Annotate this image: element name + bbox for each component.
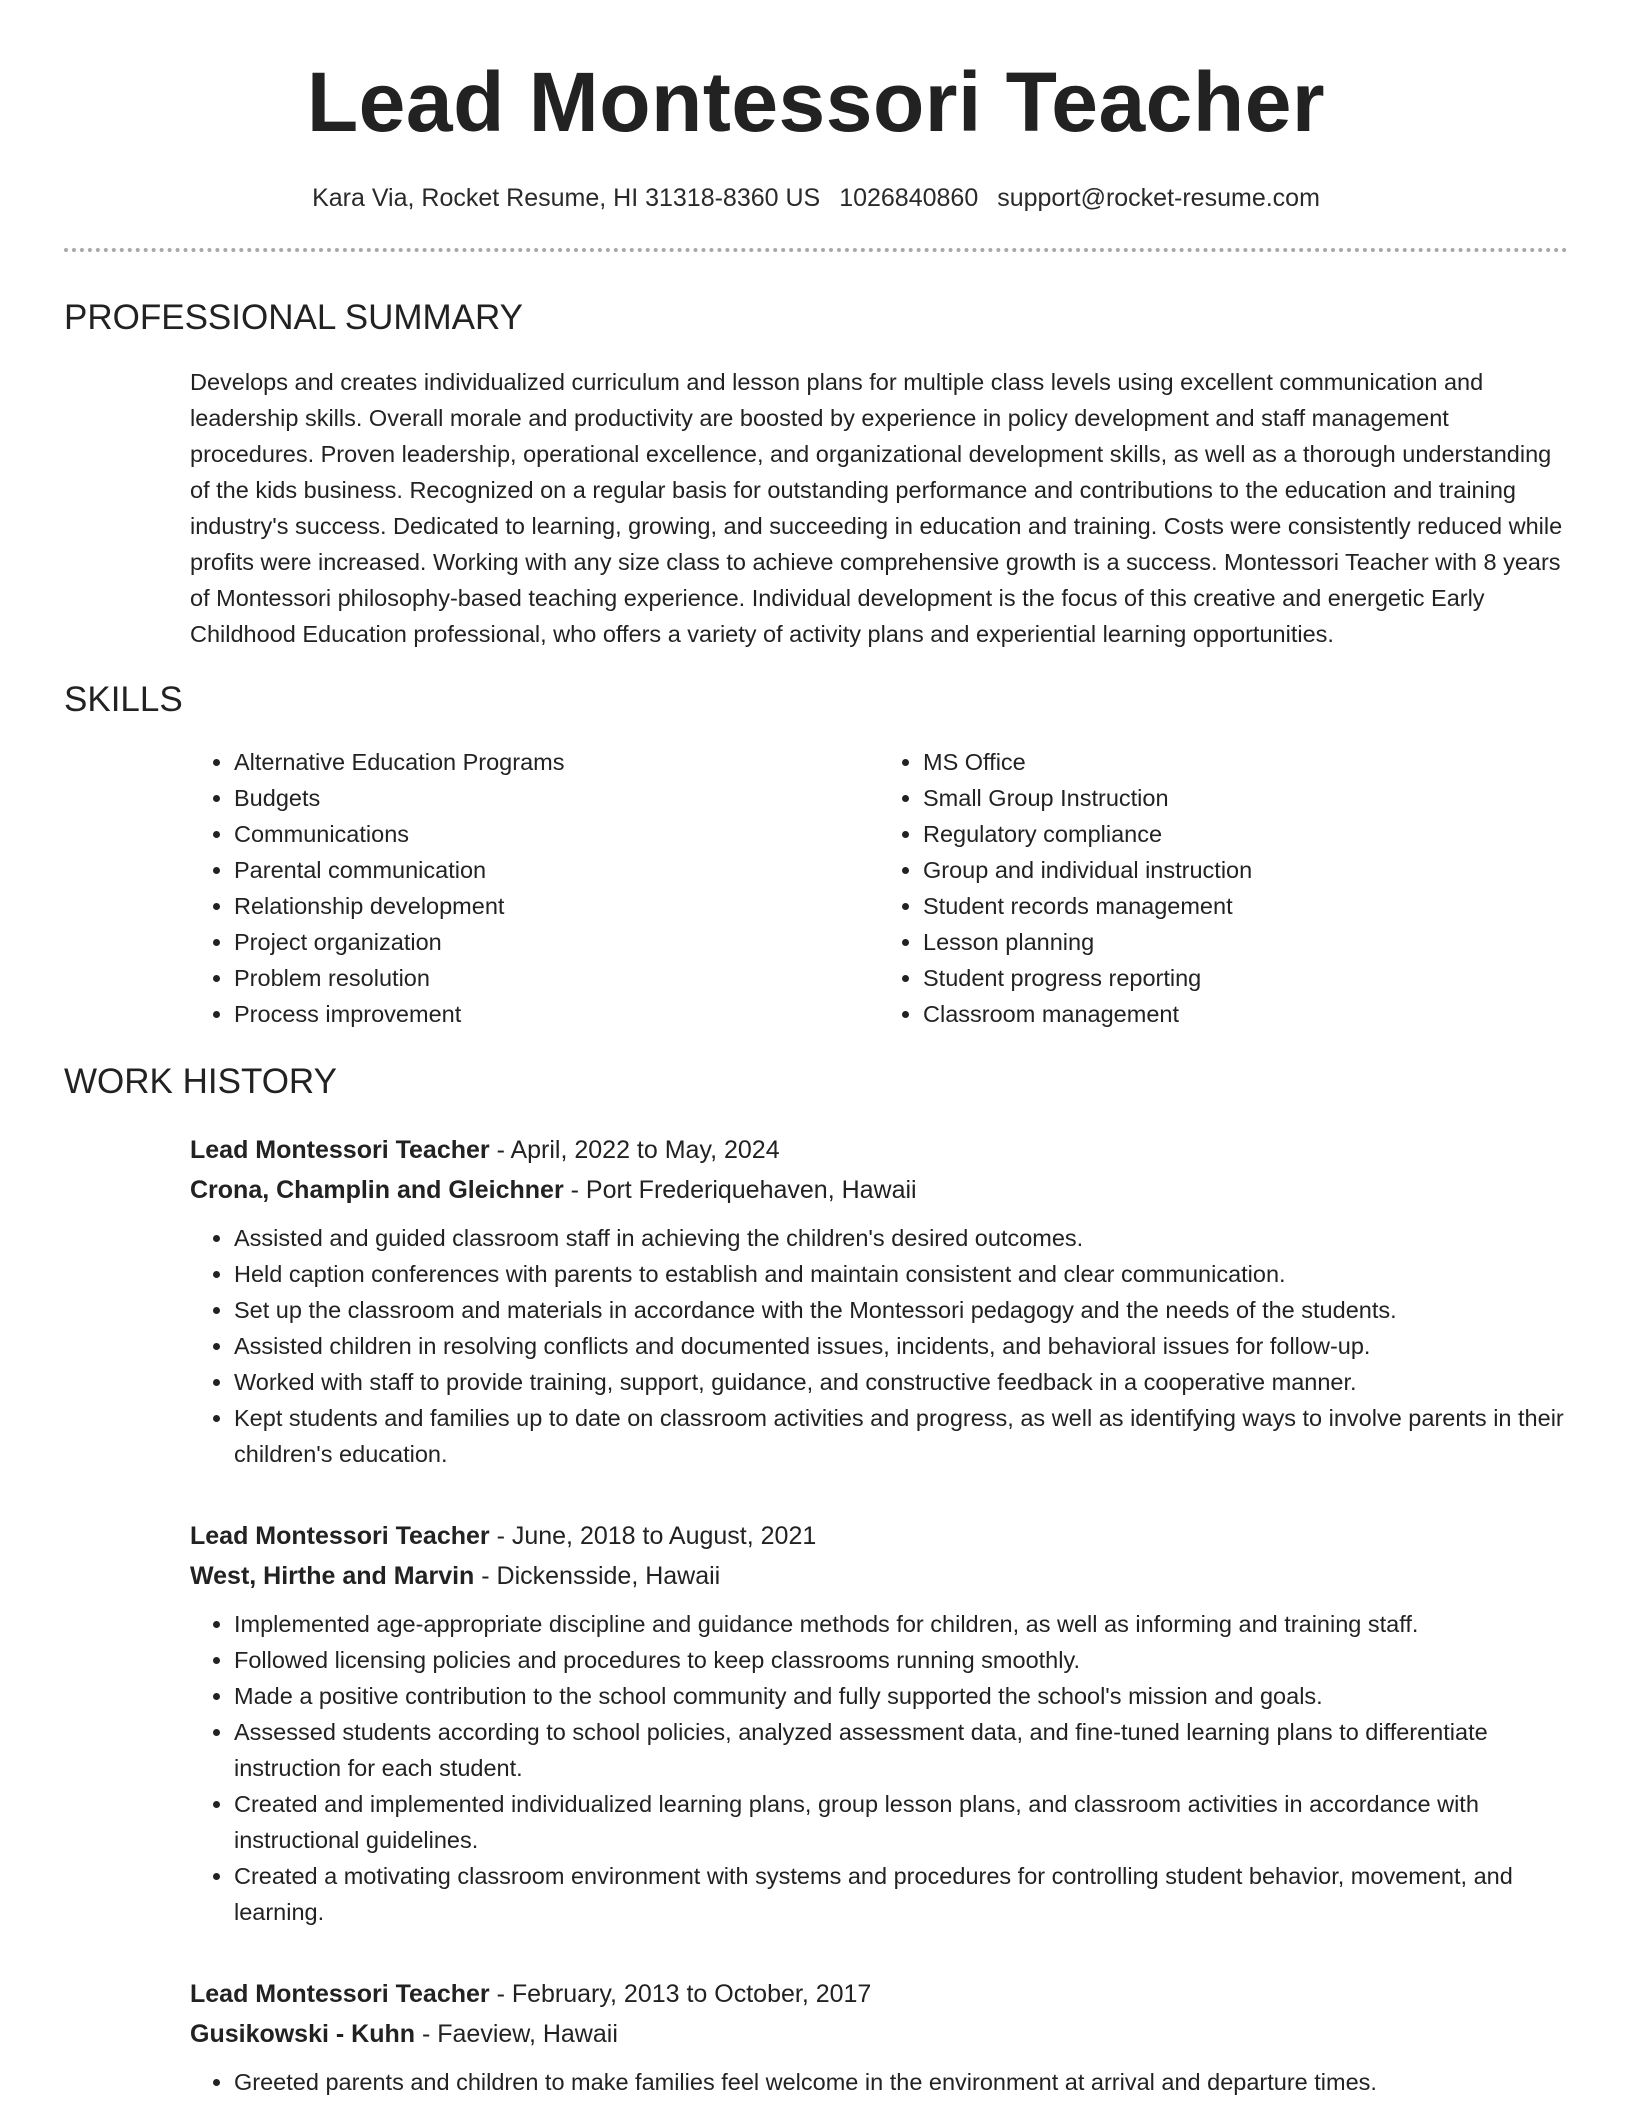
skill-item: • Student records management bbox=[923, 888, 1568, 924]
job-location: - Port Frederiquehaven, Hawaii bbox=[563, 1176, 917, 1204]
skill-item: • Regulatory compliance bbox=[923, 816, 1568, 852]
job-title-line bbox=[190, 1130, 1568, 1170]
job-bullet: • Held caption conferences with parents to establish and maintain consistent and clear communication. bbox=[234, 1256, 1568, 1292]
job-bullet: • Made a positive contribution to the school community and fully supported the school's mission and goals. bbox=[234, 1678, 1568, 1714]
job-bullet: • Assessed students according to school policies, analyzed assessment data, and fine-tuned learning plans to differentiate instruction for each student. bbox=[234, 1714, 1568, 1786]
skill-item: • Relationship development bbox=[234, 888, 879, 924]
job-dates: - June, 2018 to August, 2021 bbox=[489, 1522, 817, 1550]
skill-item: • Parental communication bbox=[234, 852, 879, 888]
skill-item: • MS Office bbox=[923, 744, 1568, 780]
job-bullet: • Implemented age-appropriate discipline and guidance methods for children, as well as informing and training staff. bbox=[234, 1606, 1568, 1642]
job-title: Lead Montessori Teacher bbox=[190, 1136, 490, 1164]
job-dates: - April, 2022 to May, 2024 bbox=[489, 1136, 780, 1164]
job-bullet: • Assisted and guided classroom staff in achieving the children's desired outcomes. bbox=[234, 1220, 1568, 1256]
skill-item: • Group and individual instruction bbox=[923, 852, 1568, 888]
job-company: West, Hirthe and Marvin bbox=[190, 1562, 475, 1590]
job-company-line bbox=[190, 1170, 1568, 1210]
header-divider bbox=[64, 248, 1568, 252]
job-bullet: • Set up the classroom and materials in accordance with the Montessori pedagogy and the needs of the students. bbox=[234, 1292, 1568, 1328]
job-bullet: • Greeted parents and children to make families feel welcome in the environment at arrival and departure times. bbox=[234, 2064, 1568, 2100]
skill-item: • Small Group Instruction bbox=[923, 780, 1568, 816]
skills-heading: SKILLS bbox=[64, 680, 183, 719]
contact-phone: 1026840860 bbox=[839, 184, 979, 212]
job-bullet: • Followed licensing policies and procedures to keep classrooms running smoothly. bbox=[234, 1642, 1568, 1678]
contact-address: Kara Via, Rocket Resume, HI 31318-8360 US bbox=[312, 184, 821, 212]
summary-text: Develops and creates individualized curriculum and lesson plans for multiple class levels using excellent communication and leadership skills. Overall morale and productivity are boosted by experience in policy development and staff management procedures. Proven leadership, operational excellence, and organizational development skills, as well as a thorough understanding of the kids business. Recognized on a regular basis for outstanding performance and contributions to the education and training industry's success. Dedicated to learning, growing, and succeeding in education and training. Costs were consistently reduced while profits were increased. Working with any size class to achieve comprehensive growth is a success. Montessori Teacher with 8 years of Montessori philosophy-based teaching experience. Individual development is the focus of this creative and energetic Early Childhood Education professional, who offers a variety of activity plans and experiential learning opportunities. bbox=[190, 369, 1563, 647]
contact-email: support@rocket-resume.com bbox=[997, 184, 1320, 212]
job-entry-3 bbox=[190, 1974, 1568, 2100]
skills-grid bbox=[190, 744, 1568, 1032]
skill-item: • Communications bbox=[234, 816, 879, 852]
skill-item: • Process improvement bbox=[234, 996, 879, 1032]
job-bullet: • Created and implemented individualized learning plans, group lesson plans, and classroom activities in accordance with instructional guidelines. bbox=[234, 1786, 1568, 1858]
job-bullets bbox=[190, 2064, 1568, 2100]
skill-item: • Project organization bbox=[234, 924, 879, 960]
job-dates: - February, 2013 to October, 2017 bbox=[489, 1980, 872, 2008]
job-company-line bbox=[190, 1556, 1568, 1596]
job-bullets bbox=[190, 1220, 1568, 1472]
skills-list-left bbox=[190, 744, 879, 1032]
skill-item: • Classroom management bbox=[923, 996, 1568, 1032]
job-bullet: • Worked with staff to provide training, support, guidance, and constructive feedback in a cooperative manner. bbox=[234, 1364, 1568, 1400]
job-entry-1 bbox=[190, 1130, 1568, 1472]
job-bullets bbox=[190, 1606, 1568, 1930]
job-company: Gusikowski - Kuhn bbox=[190, 2020, 416, 2048]
job-company: Crona, Champlin and Gleichner bbox=[190, 1176, 564, 1204]
job-entry-2 bbox=[190, 1516, 1568, 1930]
job-bullet: • Created a motivating classroom environment with systems and procedures for controlling student behavior, movement, and learning. bbox=[234, 1858, 1568, 1930]
job-bullet: • Kept students and families up to date on classroom activities and progress, as well as identifying ways to involve parents in their children's education. bbox=[234, 1400, 1568, 1472]
job-title-line bbox=[190, 1974, 1568, 2014]
skill-item: • Lesson planning bbox=[923, 924, 1568, 960]
work-history-heading: WORK HISTORY bbox=[64, 1062, 337, 1101]
job-title: Lead Montessori Teacher bbox=[190, 1980, 490, 2008]
job-company-line bbox=[190, 2014, 1568, 2054]
skill-item: • Problem resolution bbox=[234, 960, 879, 996]
job-location: - Dickensside, Hawaii bbox=[474, 1562, 721, 1590]
job-bullet: • Assisted children in resolving conflicts and documented issues, incidents, and behavioral issues for follow-up. bbox=[234, 1328, 1568, 1364]
skill-item: • Alternative Education Programs bbox=[234, 744, 879, 780]
skills-list-right bbox=[879, 744, 1568, 1032]
skill-item: • Student progress reporting bbox=[923, 960, 1568, 996]
job-title: Lead Montessori Teacher bbox=[190, 1522, 490, 1550]
job-title-line bbox=[190, 1516, 1568, 1556]
contact-line bbox=[64, 182, 1568, 214]
resume-title: Lead Montessori Teacher bbox=[306, 55, 1326, 149]
job-location: - Faeview, Hawaii bbox=[415, 2020, 618, 2048]
summary-heading: PROFESSIONAL SUMMARY bbox=[64, 298, 523, 337]
skill-item: • Budgets bbox=[234, 780, 879, 816]
